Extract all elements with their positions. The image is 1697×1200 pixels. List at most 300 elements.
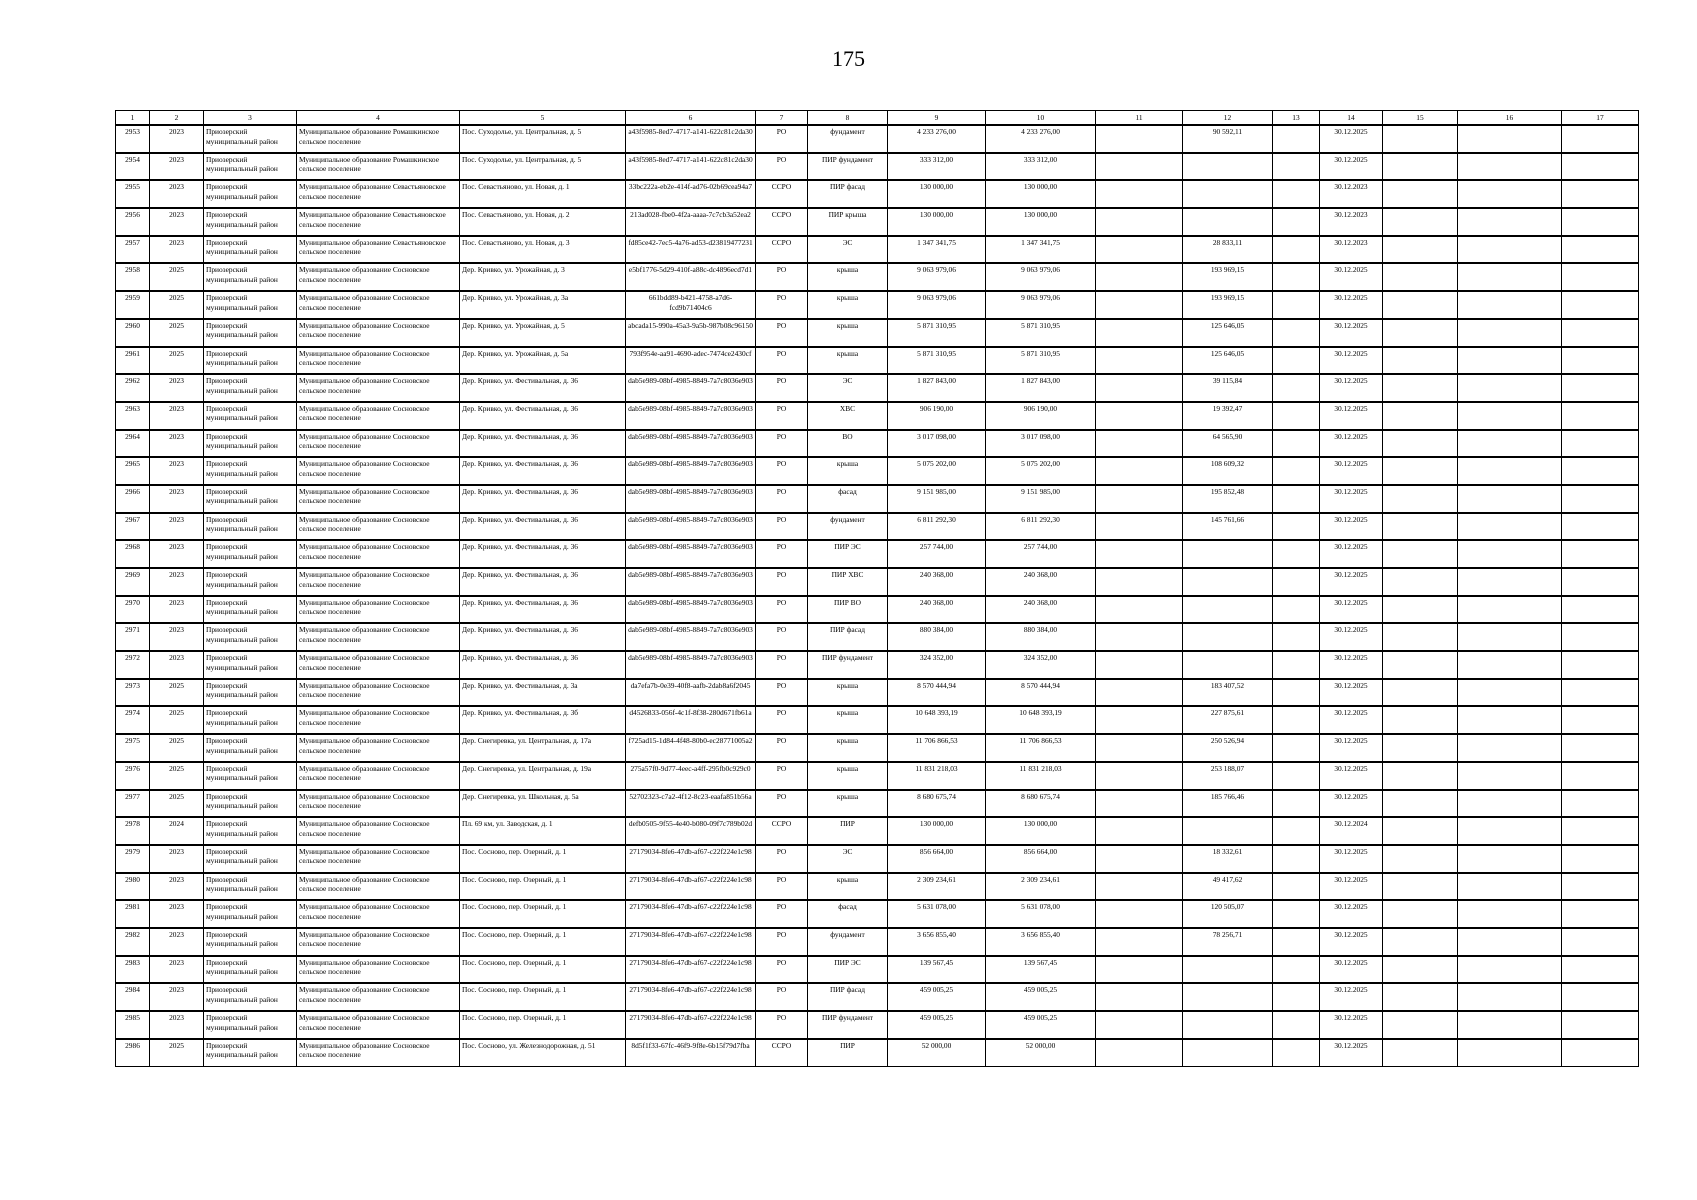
cell-district: Приозерский муниципальный район	[204, 762, 297, 790]
cell-work-type: ВО	[808, 430, 888, 458]
cell-row-number: 2969	[116, 568, 150, 596]
cell-col-17	[1562, 485, 1639, 513]
table-row	[116, 845, 1639, 873]
cell-cost-total: 1 347 341,75	[888, 236, 986, 264]
cell-col-13	[1273, 540, 1320, 568]
cell-col-12	[1183, 1011, 1273, 1039]
cell-cost-total: 5 631 078,00	[888, 900, 986, 928]
cell-col-17	[1562, 790, 1639, 818]
cell-cost-fund: 11 831 218,03	[986, 762, 1096, 790]
cell-row-number: 2954	[116, 153, 150, 181]
cell-deadline: 30.12.2025	[1320, 430, 1383, 458]
table-row	[116, 208, 1639, 236]
cell-guid: 213ad028-fbe0-4f2a-aaaa-7c7cb3a52ea2	[626, 208, 756, 236]
cell-year: 2023	[150, 623, 204, 651]
cell-district: Приозерский муниципальный район	[204, 540, 297, 568]
cell-municipality: Муниципальное образование Сосновское сельское поселение	[297, 291, 460, 319]
cell-col-12	[1183, 596, 1273, 624]
cell-program: РО	[756, 402, 808, 430]
column-header-15: 15	[1383, 111, 1458, 126]
cell-col-15	[1383, 208, 1458, 236]
cell-row-number: 2957	[116, 236, 150, 264]
cell-col-17	[1562, 1011, 1639, 1039]
cell-col-13	[1273, 845, 1320, 873]
cell-col-15	[1383, 125, 1458, 153]
cell-district: Приозерский муниципальный район	[204, 790, 297, 818]
cell-col-17	[1562, 374, 1639, 402]
table-row	[116, 125, 1639, 153]
cell-col-16	[1458, 236, 1562, 264]
cell-col-11	[1096, 457, 1183, 485]
cell-col-12	[1183, 623, 1273, 651]
cell-row-number: 2975	[116, 734, 150, 762]
cell-cost-total: 8 570 444,94	[888, 679, 986, 707]
cell-deadline: 30.12.2025	[1320, 679, 1383, 707]
cell-municipality: Муниципальное образование Сосновское сельское поселение	[297, 430, 460, 458]
cell-year: 2023	[150, 236, 204, 264]
cell-col-16	[1458, 457, 1562, 485]
cell-col-15	[1383, 153, 1458, 181]
cell-work-type: фасад	[808, 900, 888, 928]
cell-col-11	[1096, 263, 1183, 291]
cell-deadline: 30.12.2025	[1320, 374, 1383, 402]
table-row	[116, 873, 1639, 901]
cell-col-13	[1273, 706, 1320, 734]
cell-col-17	[1562, 319, 1639, 347]
table-row	[116, 1039, 1639, 1067]
cell-work-type: крыша	[808, 706, 888, 734]
cell-col-16	[1458, 679, 1562, 707]
cell-deadline: 30.12.2025	[1320, 457, 1383, 485]
cell-deadline: 30.12.2025	[1320, 623, 1383, 651]
cell-guid: abcada15-990a-45a3-9a5b-987b08c96150	[626, 319, 756, 347]
cell-address: Дер. Кривко, ул. Урожайная, д. 3	[460, 263, 626, 291]
cell-municipality: Муниципальное образование Сосновское сельское поселение	[297, 790, 460, 818]
cell-col-13	[1273, 180, 1320, 208]
cell-municipality: Муниципальное образование Сосновское сельское поселение	[297, 457, 460, 485]
cell-municipality: Муниципальное образование Ромашкинское сельское поселение	[297, 153, 460, 181]
cell-guid: dab5e989-08bf-4985-8849-7a7c8036e903	[626, 540, 756, 568]
cell-program: ССРО	[756, 236, 808, 264]
cell-district: Приозерский муниципальный район	[204, 845, 297, 873]
cell-row-number: 2959	[116, 291, 150, 319]
cell-row-number: 2976	[116, 762, 150, 790]
cell-col-13	[1273, 983, 1320, 1011]
cell-deadline: 30.12.2025	[1320, 291, 1383, 319]
cell-deadline: 30.12.2025	[1320, 347, 1383, 375]
column-header-17: 17	[1562, 111, 1639, 126]
cell-cost-total: 10 648 393,19	[888, 706, 986, 734]
cell-address: Дер. Кривко, ул. Фестивальная, д. 3б	[460, 706, 626, 734]
cell-deadline: 30.12.2025	[1320, 540, 1383, 568]
table-row	[116, 540, 1639, 568]
cell-address: Дер. Снегиревка, ул. Центральная, д. 19а	[460, 762, 626, 790]
cell-row-number: 2982	[116, 928, 150, 956]
cell-col-15	[1383, 900, 1458, 928]
cell-year: 2023	[150, 568, 204, 596]
cell-col-12: 193 969,15	[1183, 291, 1273, 319]
cell-cost-total: 9 063 979,06	[888, 291, 986, 319]
cell-col-12: 39 115,84	[1183, 374, 1273, 402]
cell-col-11	[1096, 374, 1183, 402]
cell-work-type: ПИР	[808, 1039, 888, 1067]
cell-col-15	[1383, 706, 1458, 734]
cell-address: Дер. Кривко, ул. Урожайная, д. 5	[460, 319, 626, 347]
cell-municipality: Муниципальное образование Сосновское сельское поселение	[297, 1039, 460, 1067]
cell-col-13	[1273, 956, 1320, 984]
cell-year: 2023	[150, 125, 204, 153]
cell-district: Приозерский муниципальный район	[204, 208, 297, 236]
table-row	[116, 651, 1639, 679]
column-header-8: 8	[808, 111, 888, 126]
cell-col-11	[1096, 402, 1183, 430]
cell-district: Приозерский муниципальный район	[204, 180, 297, 208]
cell-guid: a43f5985-8ed7-4717-a141-622c81c2da30	[626, 153, 756, 181]
cell-work-type: крыша	[808, 762, 888, 790]
cell-cost-fund: 240 368,00	[986, 596, 1096, 624]
cell-year: 2023	[150, 430, 204, 458]
cell-row-number: 2978	[116, 817, 150, 845]
cell-deadline: 30.12.2025	[1320, 513, 1383, 541]
table-row	[116, 263, 1639, 291]
cell-address: Пос. Сосново, пер. Озерный, д. 1	[460, 928, 626, 956]
cell-deadline: 30.12.2024	[1320, 817, 1383, 845]
cell-col-12	[1183, 568, 1273, 596]
cell-col-12	[1183, 651, 1273, 679]
cell-district: Приозерский муниципальный район	[204, 513, 297, 541]
cell-col-15	[1383, 1039, 1458, 1067]
cell-municipality: Муниципальное образование Сосновское сельское поселение	[297, 319, 460, 347]
cell-district: Приозерский муниципальный район	[204, 1011, 297, 1039]
table-row	[116, 596, 1639, 624]
cell-col-13	[1273, 457, 1320, 485]
cell-year: 2025	[150, 734, 204, 762]
cell-municipality: Муниципальное образование Ромашкинское сельское поселение	[297, 125, 460, 153]
cell-district: Приозерский муниципальный район	[204, 734, 297, 762]
cell-district: Приозерский муниципальный район	[204, 706, 297, 734]
cell-col-13	[1273, 1039, 1320, 1067]
cell-col-12: 64 565,90	[1183, 430, 1273, 458]
cell-col-16	[1458, 263, 1562, 291]
column-header-6: 6	[626, 111, 756, 126]
cell-address: Дер. Кривко, ул. Урожайная, д. 5а	[460, 347, 626, 375]
header-row	[116, 111, 1639, 126]
cell-municipality: Муниципальное образование Сосновское сельское поселение	[297, 347, 460, 375]
cell-col-16	[1458, 402, 1562, 430]
cell-municipality: Муниципальное образование Сосновское сельское поселение	[297, 540, 460, 568]
cell-col-17	[1562, 263, 1639, 291]
cell-deadline: 30.12.2025	[1320, 845, 1383, 873]
cell-address: Пос. Сосново, пер. Озерный, д. 1	[460, 845, 626, 873]
column-header-16: 16	[1458, 111, 1562, 126]
cell-cost-total: 324 352,00	[888, 651, 986, 679]
cell-cost-total: 6 811 292,30	[888, 513, 986, 541]
cell-col-17	[1562, 873, 1639, 901]
cell-district: Приозерский муниципальный район	[204, 291, 297, 319]
cell-row-number: 2977	[116, 790, 150, 818]
cell-col-15	[1383, 734, 1458, 762]
cell-col-11	[1096, 291, 1183, 319]
cell-col-17	[1562, 402, 1639, 430]
cell-work-type: ПИР ЭС	[808, 956, 888, 984]
cell-cost-total: 459 005,25	[888, 1011, 986, 1039]
cell-row-number: 2966	[116, 485, 150, 513]
cell-district: Приозерский муниципальный район	[204, 457, 297, 485]
cell-cost-fund: 324 352,00	[986, 651, 1096, 679]
column-header-9: 9	[888, 111, 986, 126]
cell-col-11	[1096, 153, 1183, 181]
cell-col-15	[1383, 485, 1458, 513]
cell-program: РО	[756, 263, 808, 291]
cell-col-13	[1273, 623, 1320, 651]
cell-program: РО	[756, 430, 808, 458]
cell-year: 2023	[150, 374, 204, 402]
cell-address: Дер. Кривко, ул. Фестивальная, д. 36	[460, 513, 626, 541]
table-row	[116, 1011, 1639, 1039]
table-row	[116, 956, 1639, 984]
cell-year: 2023	[150, 180, 204, 208]
cell-col-17	[1562, 153, 1639, 181]
table-row	[116, 153, 1639, 181]
table-row	[116, 319, 1639, 347]
cell-col-13	[1273, 319, 1320, 347]
cell-program: РО	[756, 983, 808, 1011]
cell-address: Дер. Кривко, ул. Урожайная, д. 3а	[460, 291, 626, 319]
cell-col-17	[1562, 430, 1639, 458]
cell-col-16	[1458, 845, 1562, 873]
cell-col-13	[1273, 153, 1320, 181]
cell-district: Приозерский муниципальный район	[204, 236, 297, 264]
cell-cost-total: 9 063 979,06	[888, 263, 986, 291]
cell-col-17	[1562, 983, 1639, 1011]
cell-deadline: 30.12.2025	[1320, 402, 1383, 430]
cell-guid: f725ad15-1d84-4f48-80b0-ec28771005a2	[626, 734, 756, 762]
cell-col-17	[1562, 956, 1639, 984]
cell-cost-fund: 5 871 310,95	[986, 347, 1096, 375]
cell-district: Приозерский муниципальный район	[204, 956, 297, 984]
cell-deadline: 30.12.2025	[1320, 125, 1383, 153]
cell-municipality: Муниципальное образование Сосновское сельское поселение	[297, 402, 460, 430]
cell-row-number: 2986	[116, 1039, 150, 1067]
column-header-3: 3	[204, 111, 297, 126]
cell-col-12: 120 505,07	[1183, 900, 1273, 928]
cell-district: Приозерский муниципальный район	[204, 153, 297, 181]
cell-cost-total: 130 000,00	[888, 180, 986, 208]
cell-cost-total: 856 664,00	[888, 845, 986, 873]
table-row	[116, 513, 1639, 541]
cell-col-13	[1273, 762, 1320, 790]
cell-cost-fund: 52 000,00	[986, 1039, 1096, 1067]
cell-work-type: ПИР фундамент	[808, 153, 888, 181]
cell-guid: dab5e989-08bf-4985-8849-7a7c8036e903	[626, 568, 756, 596]
cell-cost-total: 11 706 866,53	[888, 734, 986, 762]
cell-program: РО	[756, 457, 808, 485]
cell-col-15	[1383, 817, 1458, 845]
cell-row-number: 2980	[116, 873, 150, 901]
table-header	[116, 111, 1639, 126]
cell-address: Дер. Снегиревка, ул. Центральная, д. 17а	[460, 734, 626, 762]
cell-cost-fund: 130 000,00	[986, 208, 1096, 236]
cell-col-11	[1096, 236, 1183, 264]
cell-program: РО	[756, 762, 808, 790]
cell-row-number: 2983	[116, 956, 150, 984]
cell-year: 2023	[150, 485, 204, 513]
table-row	[116, 762, 1639, 790]
cell-col-11	[1096, 900, 1183, 928]
cell-deadline: 30.12.2025	[1320, 873, 1383, 901]
cell-col-11	[1096, 596, 1183, 624]
cell-guid: 27179034-8fe6-47db-af67-c22f224e1c98	[626, 956, 756, 984]
cell-col-15	[1383, 956, 1458, 984]
cell-work-type: фундамент	[808, 513, 888, 541]
cell-municipality: Муниципальное образование Сосновское сельское поселение	[297, 374, 460, 402]
cell-work-type: фасад	[808, 485, 888, 513]
cell-work-type: ЭС	[808, 236, 888, 264]
cell-col-16	[1458, 762, 1562, 790]
cell-district: Приозерский муниципальный район	[204, 319, 297, 347]
table-row	[116, 983, 1639, 1011]
cell-year: 2023	[150, 1011, 204, 1039]
cell-col-13	[1273, 291, 1320, 319]
cell-program: РО	[756, 513, 808, 541]
cell-guid: 52702323-c7a2-4f12-8c23-eaafa851b56a	[626, 790, 756, 818]
cell-district: Приозерский муниципальный район	[204, 374, 297, 402]
cell-address: Пос. Сосново, пер. Озерный, д. 1	[460, 956, 626, 984]
cell-municipality: Муниципальное образование Севастьяновское сельское поселение	[297, 208, 460, 236]
cell-year: 2025	[150, 319, 204, 347]
cell-deadline: 30.12.2025	[1320, 1011, 1383, 1039]
cell-cost-total: 3 656 855,40	[888, 928, 986, 956]
cell-cost-fund: 4 233 276,00	[986, 125, 1096, 153]
table-row	[116, 817, 1639, 845]
cell-program: РО	[756, 374, 808, 402]
cell-work-type: ПИР фасад	[808, 623, 888, 651]
cell-address: Пос. Сосново, пер. Озерный, д. 1	[460, 1011, 626, 1039]
cell-municipality: Муниципальное образование Сосновское сельское поселение	[297, 679, 460, 707]
cell-col-17	[1562, 651, 1639, 679]
cell-cost-total: 880 384,00	[888, 623, 986, 651]
cell-cost-fund: 139 567,45	[986, 956, 1096, 984]
cell-row-number: 2955	[116, 180, 150, 208]
cell-cost-total: 257 744,00	[888, 540, 986, 568]
cell-row-number: 2981	[116, 900, 150, 928]
table-row	[116, 374, 1639, 402]
cell-row-number: 2960	[116, 319, 150, 347]
cell-col-13	[1273, 734, 1320, 762]
cell-guid: 8d5f1f33-67fc-46f9-9f8e-6b15f79d7fba	[626, 1039, 756, 1067]
cell-address: Пос. Севастьяново, ул. Новая, д. 1	[460, 180, 626, 208]
cell-row-number: 2965	[116, 457, 150, 485]
cell-cost-total: 906 190,00	[888, 402, 986, 430]
cell-row-number: 2962	[116, 374, 150, 402]
cell-col-17	[1562, 762, 1639, 790]
cell-col-12: 18 332,61	[1183, 845, 1273, 873]
cell-col-16	[1458, 623, 1562, 651]
cell-col-16	[1458, 790, 1562, 818]
cell-address: Пос. Суходолье, ул. Центральная, д. 5	[460, 153, 626, 181]
cell-col-11	[1096, 430, 1183, 458]
cell-col-16	[1458, 568, 1562, 596]
cell-col-12: 19 392,47	[1183, 402, 1273, 430]
cell-col-17	[1562, 928, 1639, 956]
cell-col-15	[1383, 1011, 1458, 1039]
cell-col-17	[1562, 236, 1639, 264]
cell-deadline: 30.12.2025	[1320, 319, 1383, 347]
column-header-10: 10	[986, 111, 1096, 126]
cell-col-13	[1273, 208, 1320, 236]
cell-district: Приозерский муниципальный район	[204, 1039, 297, 1067]
cell-year: 2023	[150, 540, 204, 568]
cell-year: 2023	[150, 845, 204, 873]
cell-col-16	[1458, 153, 1562, 181]
cell-year: 2023	[150, 900, 204, 928]
cell-col-15	[1383, 236, 1458, 264]
cell-col-16	[1458, 596, 1562, 624]
cell-cost-total: 333 312,00	[888, 153, 986, 181]
cell-col-12	[1183, 208, 1273, 236]
column-header-12: 12	[1183, 111, 1273, 126]
cell-col-11	[1096, 873, 1183, 901]
cell-row-number: 2964	[116, 430, 150, 458]
cell-deadline: 30.12.2025	[1320, 651, 1383, 679]
cell-year: 2023	[150, 153, 204, 181]
cell-col-16	[1458, 430, 1562, 458]
cell-col-15	[1383, 623, 1458, 651]
cell-col-17	[1562, 845, 1639, 873]
cell-col-16	[1458, 817, 1562, 845]
cell-col-15	[1383, 679, 1458, 707]
cell-year: 2023	[150, 928, 204, 956]
cell-col-11	[1096, 540, 1183, 568]
cell-cost-fund: 130 000,00	[986, 817, 1096, 845]
cell-col-13	[1273, 873, 1320, 901]
cell-program: РО	[756, 873, 808, 901]
cell-col-16	[1458, 540, 1562, 568]
cell-col-12: 125 646,05	[1183, 347, 1273, 375]
cell-col-12: 28 833,11	[1183, 236, 1273, 264]
cell-col-16	[1458, 651, 1562, 679]
cell-year: 2023	[150, 513, 204, 541]
cell-district: Приозерский муниципальный район	[204, 430, 297, 458]
cell-deadline: 30.12.2025	[1320, 734, 1383, 762]
cell-deadline: 30.12.2025	[1320, 790, 1383, 818]
cell-deadline: 30.12.2025	[1320, 568, 1383, 596]
cell-cost-fund: 2 309 234,61	[986, 873, 1096, 901]
cell-year: 2025	[150, 790, 204, 818]
cell-deadline: 30.12.2025	[1320, 706, 1383, 734]
cell-municipality: Муниципальное образование Сосновское сельское поселение	[297, 568, 460, 596]
cell-work-type: крыша	[808, 873, 888, 901]
cell-col-17	[1562, 734, 1639, 762]
cell-address: Дер. Кривко, ул. Фестивальная, д. 36	[460, 596, 626, 624]
cell-deadline: 30.12.2023	[1320, 208, 1383, 236]
cell-year: 2023	[150, 457, 204, 485]
cell-guid: 275a57f0-9d77-4eec-a4ff-295fb0c929c0	[626, 762, 756, 790]
cell-col-11	[1096, 513, 1183, 541]
cell-address: Дер. Снегиревка, ул. Школьная, д. 5а	[460, 790, 626, 818]
cell-guid: e5bf1776-5d29-410f-a88c-dc4896ecd7d1	[626, 263, 756, 291]
cell-col-13	[1273, 236, 1320, 264]
cell-program: РО	[756, 125, 808, 153]
cell-col-13	[1273, 679, 1320, 707]
cell-row-number: 2979	[116, 845, 150, 873]
cell-row-number: 2971	[116, 623, 150, 651]
cell-guid: 27179034-8fe6-47db-af67-c22f224e1c98	[626, 900, 756, 928]
table-row	[116, 402, 1639, 430]
cell-district: Приозерский муниципальный район	[204, 983, 297, 1011]
cell-work-type: крыша	[808, 319, 888, 347]
cell-program: РО	[756, 956, 808, 984]
